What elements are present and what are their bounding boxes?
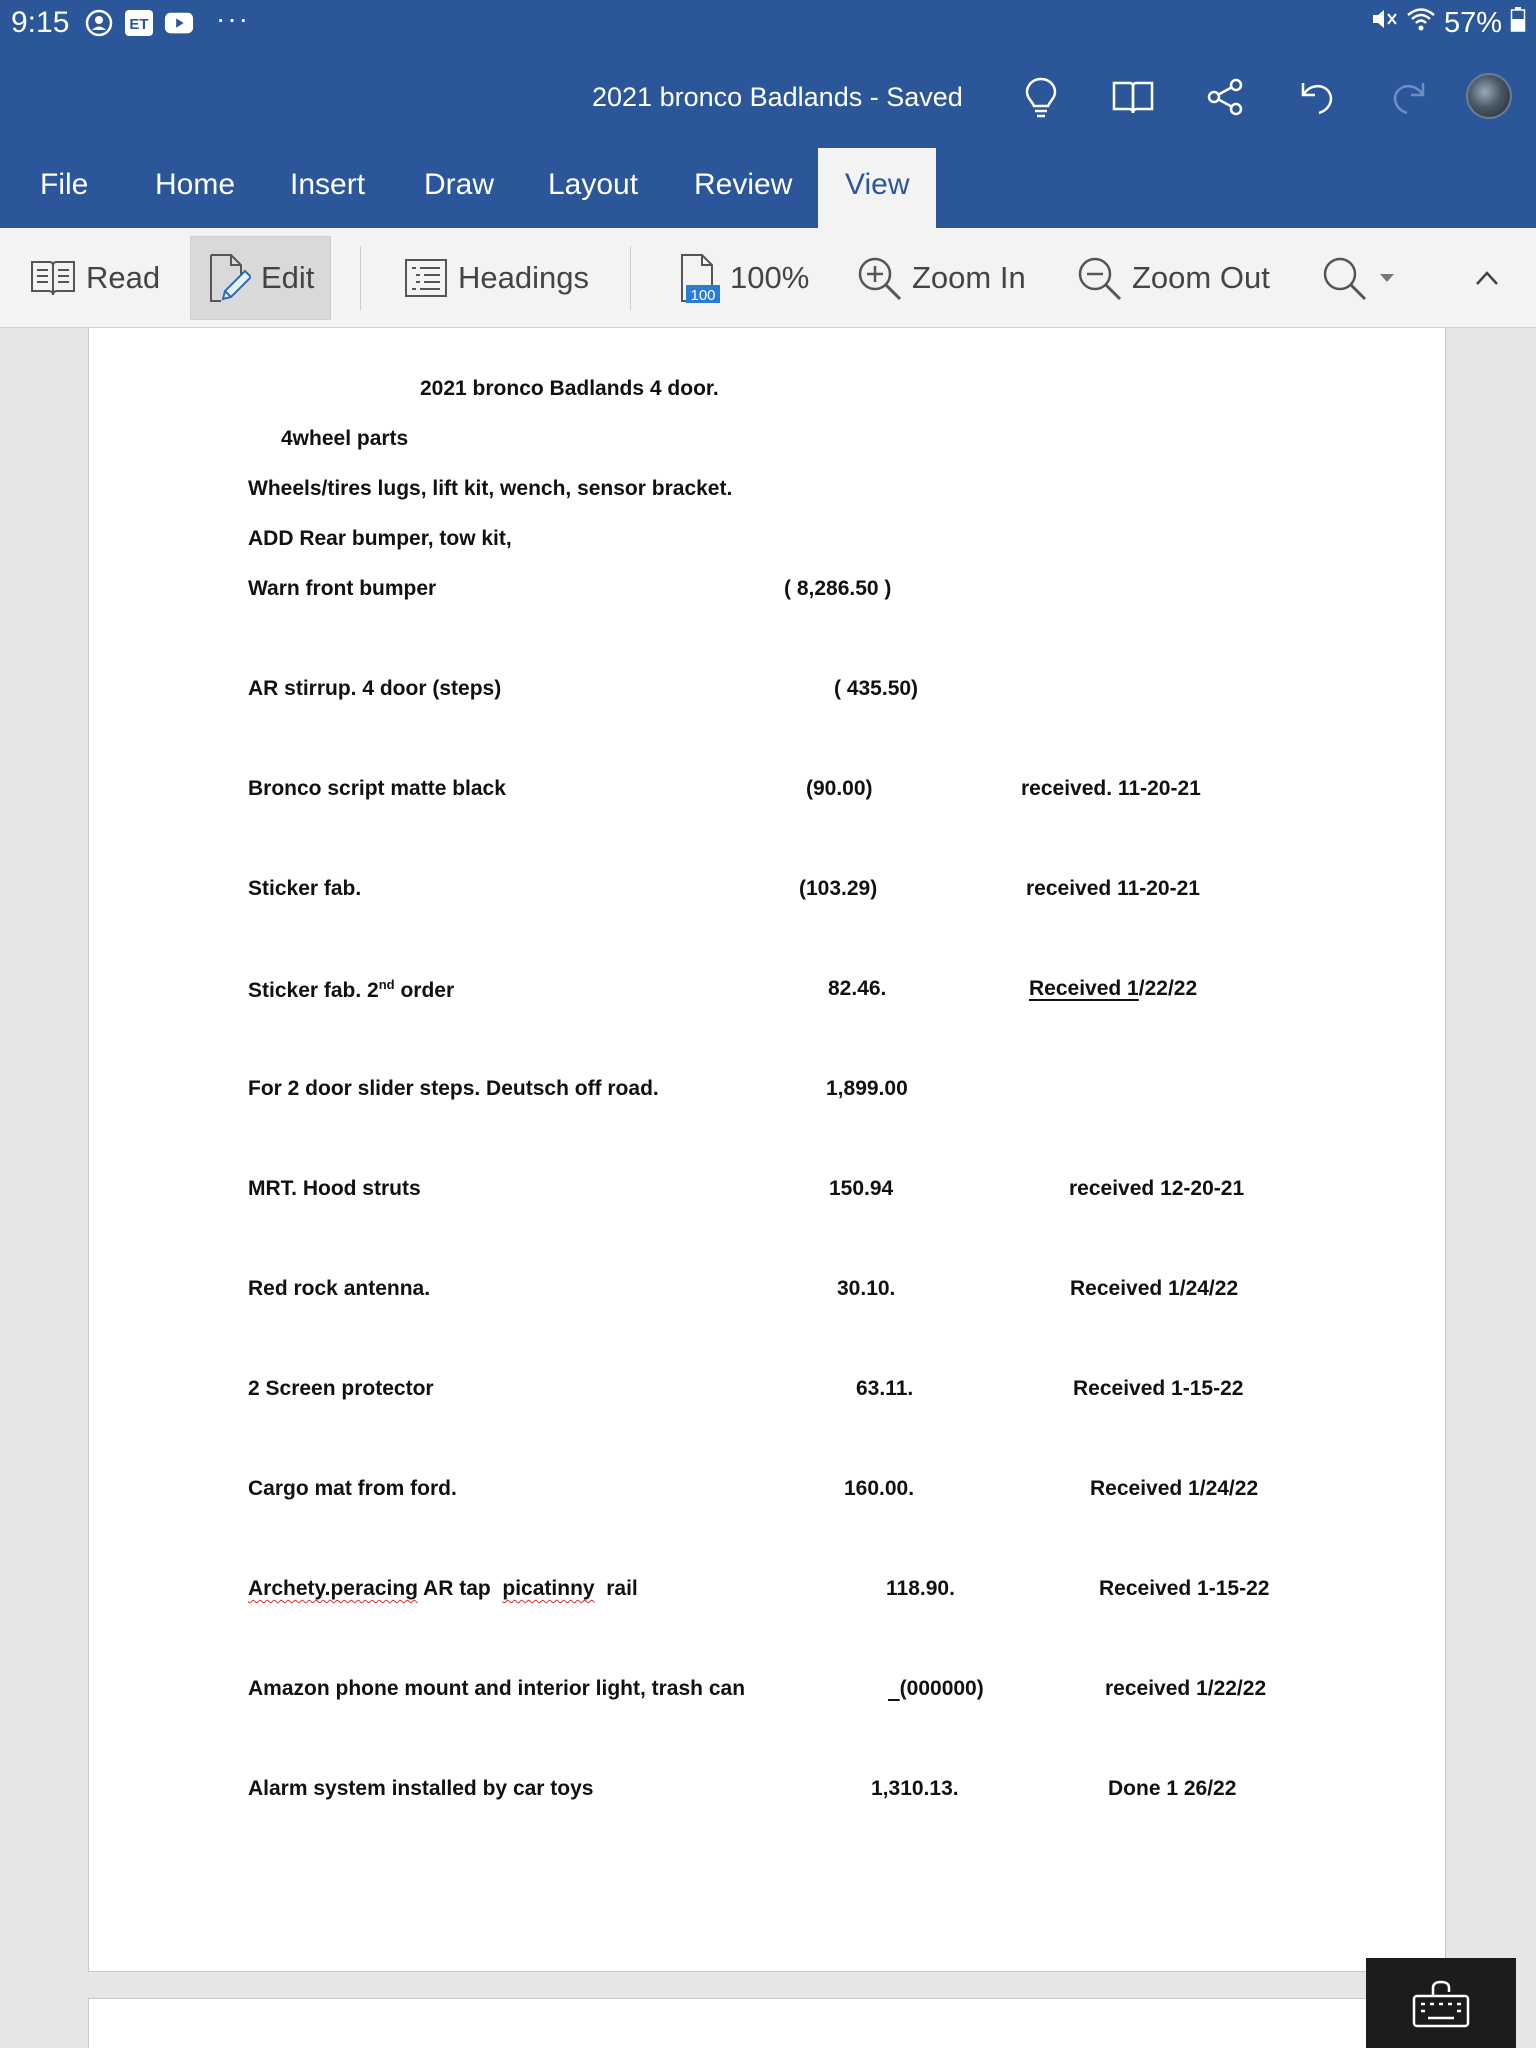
edit-mode-label: Edit [261, 260, 315, 295]
item-status: Done 1 26/22 [1108, 1777, 1237, 1800]
item-amount: 1,899.00 [826, 1077, 908, 1100]
wifi-icon [1406, 6, 1436, 40]
svg-text:ET: ET [129, 16, 149, 33]
item-amount: 1,310.13. [871, 1777, 959, 1800]
zoom-badge-text: 100 [690, 287, 716, 303]
document-title[interactable]: 2021 bronco Badlands - Saved [592, 82, 963, 112]
show-keyboard-button[interactable] [1366, 1958, 1516, 2048]
read-mode-button[interactable] [30, 228, 160, 328]
item-status: received. 11-20-21 [1021, 777, 1201, 800]
redo-icon[interactable] [1384, 72, 1434, 122]
headings-label: Headings [458, 260, 589, 295]
zoom-level-label: 100% [730, 260, 810, 295]
item-amount: 118.90. [886, 1577, 955, 1600]
item-status: Received 1-15-22 [1073, 1377, 1244, 1400]
share-icon[interactable] [1200, 72, 1250, 122]
battery-icon [1510, 6, 1526, 40]
item-status: Received 1/22/22 [1029, 977, 1198, 1000]
edit-document-icon [207, 253, 251, 303]
item-status: Received 1-15-22 [1099, 1577, 1270, 1600]
tab-review[interactable]: Review [694, 168, 793, 201]
search-dropdown-button[interactable] [1320, 228, 1396, 328]
item-name: Archety.peracing AR tap picatinny rail [248, 1577, 638, 1600]
item-amount: (000000) [899, 1677, 984, 1700]
item-name: Cargo mat from ford. [248, 1477, 457, 1500]
item-amount: 63.11. [856, 1377, 914, 1400]
item-amount: ( 435.50) [834, 677, 919, 700]
status-time: 9:15 [11, 6, 70, 39]
battery-percent: 57% [1443, 6, 1502, 39]
item-name: Bronco script matte black [248, 777, 506, 800]
title-bar [0, 46, 1536, 148]
tab-view[interactable]: View [818, 148, 936, 228]
item-name: Sticker fab. [248, 877, 362, 900]
item-name: AR stirrup. 4 door (steps) [248, 677, 502, 700]
tab-file[interactable]: File [40, 168, 89, 201]
chevron-up-icon [1474, 269, 1500, 287]
immersive-reader-book-icon[interactable] [1108, 72, 1158, 122]
status-bar [0, 0, 1536, 46]
keyboard-icon [1411, 1978, 1471, 2028]
tab-layout[interactable]: Layout [548, 168, 639, 201]
item-amount: 82.46. [828, 977, 887, 1000]
zoom-out-icon [1076, 255, 1122, 301]
item-name: For 2 door slider steps. Deutsch off road. [248, 1077, 659, 1100]
youtube-icon [164, 9, 194, 37]
item-name: Alarm system installed by car toys [248, 1777, 594, 1800]
collapse-ribbon-button[interactable] [1474, 228, 1500, 328]
tab-home[interactable]: Home [155, 168, 236, 201]
doc-intro-line: ADD Rear bumper, tow kit, [248, 527, 512, 550]
item-name: 2 Screen protector [248, 1377, 434, 1400]
headings-icon [404, 258, 448, 298]
doc-subheading: 4wheel parts [281, 427, 409, 450]
item-amount: (90.00) [806, 777, 873, 800]
item-status: received 11-20-21 [1026, 877, 1200, 900]
item-name: Amazon phone mount and interior light, trash can [248, 1677, 746, 1700]
zoom-in-button[interactable] [856, 228, 1026, 328]
toolbar-divider [630, 246, 631, 310]
item-amount: 150.94 [829, 1177, 894, 1200]
read-mode-icon [30, 258, 76, 298]
user-avatar[interactable] [1466, 73, 1512, 119]
tab-insert[interactable]: Insert [290, 168, 366, 201]
item-status: received 12-20-21 [1069, 1177, 1245, 1200]
ribbon-tabs [0, 148, 1536, 228]
zoom-out-button[interactable] [1076, 228, 1270, 328]
item-amount: 160.00. [844, 1477, 915, 1500]
undo-icon[interactable] [1292, 72, 1342, 122]
doc-heading: 2021 bronco Badlands 4 door. [420, 377, 719, 400]
tab-draw[interactable]: Draw [424, 168, 495, 201]
document-page[interactable] [88, 328, 1446, 1972]
zoom-page-icon [678, 253, 720, 303]
item-amount: ( 8,286.50 ) [784, 577, 892, 600]
et-app-icon [124, 9, 154, 37]
item-name: Red rock antenna. [248, 1277, 431, 1300]
item-name: MRT. Hood struts [248, 1177, 421, 1200]
zoom-out-label: Zoom Out [1132, 260, 1270, 295]
item-amount: (103.29) [799, 877, 878, 900]
zoom-level-button[interactable] [678, 228, 809, 328]
more-notifications-icon: ··· [216, 3, 250, 34]
toolbar-divider [360, 246, 361, 310]
lightbulb-icon[interactable] [1016, 72, 1066, 122]
item-name: Warn front bumper [248, 577, 437, 600]
mute-icon [1370, 6, 1398, 40]
item-status: Received 1/24/22 [1090, 1477, 1259, 1500]
edit-mode-button[interactable] [190, 236, 331, 320]
view-toolbar [0, 228, 1536, 328]
zoom-in-icon [856, 255, 902, 301]
search-icon [1320, 254, 1368, 302]
item-status: Received 1/24/22 [1070, 1277, 1239, 1300]
item-status: received 1/22/22 [1105, 1677, 1267, 1700]
account-circle-icon [84, 9, 114, 37]
read-mode-label: Read [86, 260, 161, 295]
chevron-down-icon [1378, 272, 1396, 284]
item-amount: 30.10. [837, 1277, 896, 1300]
item-name: Sticker fab. 2nd order [248, 977, 455, 1002]
next-document-page[interactable] [88, 1998, 1446, 2048]
doc-intro-line: Wheels/tires lugs, lift kit, wench, sensor bracket. [248, 477, 733, 500]
headings-button[interactable] [404, 228, 589, 328]
zoom-in-label: Zoom In [912, 260, 1026, 295]
